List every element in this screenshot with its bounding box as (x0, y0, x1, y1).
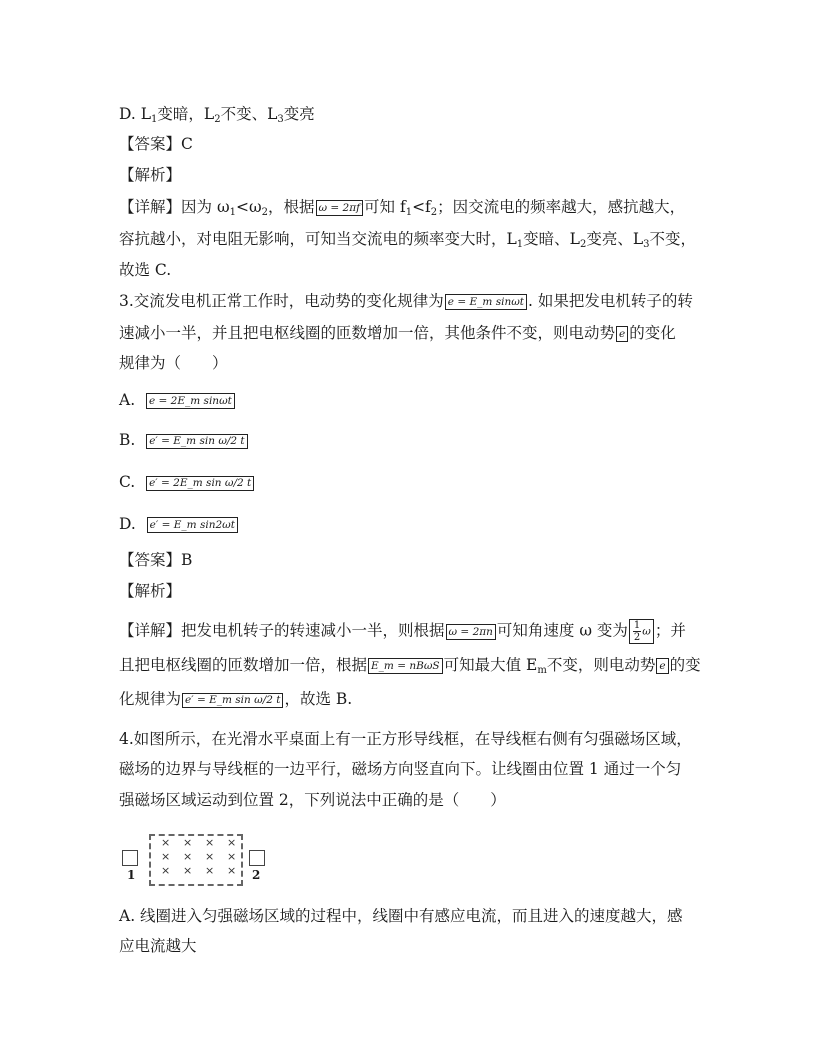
q4-option-a-line2 (119, 935, 197, 957)
option-d-text: 变亮 (283, 105, 315, 123)
analysis-tag: 【解析】 (119, 582, 182, 600)
answer-value: C (181, 135, 193, 153)
q4-stem-line3 (119, 789, 506, 811)
answer-tag: 【答案】 (119, 551, 182, 569)
detail-text: <f (412, 198, 431, 216)
field-cross-mark: × (205, 850, 215, 863)
q4-option-a-line1 (119, 905, 683, 927)
field-cross-mark: × (205, 836, 215, 849)
q3-detail-line3 (119, 688, 352, 710)
detail-tag: 【详解】 (119, 198, 182, 216)
detail-text: ，根据 (267, 198, 315, 216)
field-cross-mark: × (227, 850, 237, 863)
field-cross-mark: × (227, 864, 237, 877)
detail-text: 且把电枢线圈的匝数增加一倍，根据 (119, 656, 368, 674)
option-formula: e = 2E_m sinωt (146, 393, 235, 409)
formula-e: e (656, 658, 668, 674)
option-label: C. (119, 473, 136, 491)
option-d-label: D. L (119, 105, 152, 123)
formula-e-em-sinwt: e = E_m sinωt (445, 294, 527, 310)
detail-text: 把发电机转子的转速减小一半，则根据 (181, 621, 445, 640)
detail-text: <ω (235, 198, 262, 216)
detail-text: 变暗、L (523, 230, 580, 248)
q4-stem-line2 (119, 758, 681, 780)
q3-detail-line2: 且把电枢线圈的匝数增加一倍，根据 E_m = nBωS 可知最大值 $E_m$不变，则电动势 e 的变 (119, 656, 701, 676)
detail-text: 容抗越小，对电阻无影响，可知当交流电的频率变大时，L (119, 230, 517, 248)
q2-analysis-tag (119, 164, 181, 186)
magnetic-field-figure (119, 832, 269, 888)
option-formula: e′ = E_m sin2ωt (147, 517, 238, 533)
field-cross-mark: × (161, 850, 171, 863)
question-text: 4.如图所示，在光滑水平桌面上有一正方形导线框，在导线框右侧有匀强磁场区域， (119, 730, 692, 748)
answer-tag: 【答案】 (119, 135, 182, 153)
q2-option-d: D. $L_1$变暗，$L_2$不变、$L_3$变亮 (119, 105, 315, 125)
coil-position-1 (122, 850, 138, 866)
detail-text: 化规律为 (119, 690, 182, 708)
q2-detail-line2: 容抗越小，对电阻无影响，可知当交流电的频率变大时，$L_1$变暗、$L_2$变亮、$L_3$不变， (119, 230, 697, 250)
question-text: 规律为（ ） (119, 354, 228, 372)
formula-e: e (616, 326, 628, 342)
position-2-label: 2 (252, 868, 261, 882)
q3-detail-line1 (119, 619, 686, 644)
detail-text: 可知角速度 ω 变为 (496, 621, 628, 640)
omega: ω (642, 625, 651, 638)
option-formula: e′ = E_m sin ω/2 t (146, 434, 247, 449)
q3-stem-line3 (119, 352, 228, 374)
option-text: 应电流越大 (119, 937, 197, 955)
coil-position-2 (249, 850, 265, 866)
detail-text: 的变 (669, 656, 701, 674)
q2-detail-line3 (119, 259, 171, 281)
field-cross-mark: × (183, 836, 193, 849)
formula-omega-2pin: ω = 2πn (446, 624, 496, 640)
option-d-text: 变暗，L (157, 105, 215, 123)
formula-em-nbws: E_m = nBωS (368, 658, 443, 674)
option-label: A. (119, 391, 136, 409)
q2-answer (119, 133, 193, 155)
field-cross-mark: × (183, 864, 193, 877)
frac-num: 1 (633, 620, 641, 631)
field-cross-mark: × (183, 850, 193, 863)
option-d-text: 不变、L (220, 105, 278, 123)
analysis-tag: 【解析】 (119, 166, 182, 184)
question-text: 磁场的边界与导线框的一边平行，磁场方向竖直向下。让线圈由位置 1 通过一个匀 (119, 760, 682, 778)
option-text: A. 线圈进入匀强磁场区域的过程中，线圈中有感应电流，而且进入的速度越大，感 (119, 907, 683, 925)
option-label: B. (119, 431, 136, 449)
question-text: 的变化 (629, 324, 676, 342)
answer-value: B (181, 551, 193, 569)
detail-text: 不变， (649, 230, 697, 248)
q3-option-d (119, 513, 239, 535)
formula-omega-2pif: ω = 2πf (316, 200, 364, 216)
q3-analysis-tag (119, 580, 181, 602)
formula-e-prime: e′ = E_m sin ω/2 t (182, 693, 283, 708)
q2-detail-line1: 【详解】因为 $\omega_1<\omega_2$，根据 ω = 2πf 可知 $f_1<f_2$；因交流电的频率越大，感抗越大， (119, 198, 686, 218)
detail-text: 可知最大值 E (443, 656, 538, 674)
detail-text: 变亮、L (586, 230, 644, 248)
field-cross-mark: × (227, 836, 237, 849)
detail-text: ；并 (654, 621, 686, 640)
option-label: D. (119, 515, 136, 533)
formula-half-omega (629, 619, 654, 644)
q4-stem-line1 (119, 728, 692, 750)
question-text: 速减小一半，并且把电枢线圈的匝数增加一倍，其他条件不变，则电动势 (119, 324, 616, 342)
q3-stem-line1 (119, 290, 693, 312)
detail-text: 不变，则电动势 (546, 656, 656, 674)
detail-text: 可知 f (364, 198, 406, 216)
question-text: 3.交流发电机正常工作时，电动势的变化规律为 (119, 292, 444, 310)
detail-text: 因为 ω (181, 198, 230, 216)
field-cross-mark: × (161, 864, 171, 877)
field-cross-mark: × (205, 864, 215, 877)
q3-stem-line2 (119, 322, 676, 344)
q3-option-a (119, 389, 236, 411)
detail-text: ，故选 B. (284, 690, 353, 708)
position-1-label: 1 (127, 868, 136, 882)
question-text: . 如果把发电机转子的转 (527, 292, 693, 310)
q3-option-c (119, 471, 255, 493)
q3-option-b (119, 429, 249, 451)
field-cross-mark: × (161, 836, 171, 849)
question-text: 强磁场区域运动到位置 2，下列说法中正确的是（ ） (119, 791, 506, 809)
detail-text: 故选 C. (119, 261, 172, 279)
detail-text: ；因交流电的频率越大，感抗越大， (437, 198, 686, 216)
frac-den: 2 (633, 632, 641, 643)
q3-answer (119, 549, 192, 571)
detail-tag: 【详解】 (119, 621, 182, 640)
option-formula: e′ = 2E_m sin ω/2 t (146, 476, 254, 491)
